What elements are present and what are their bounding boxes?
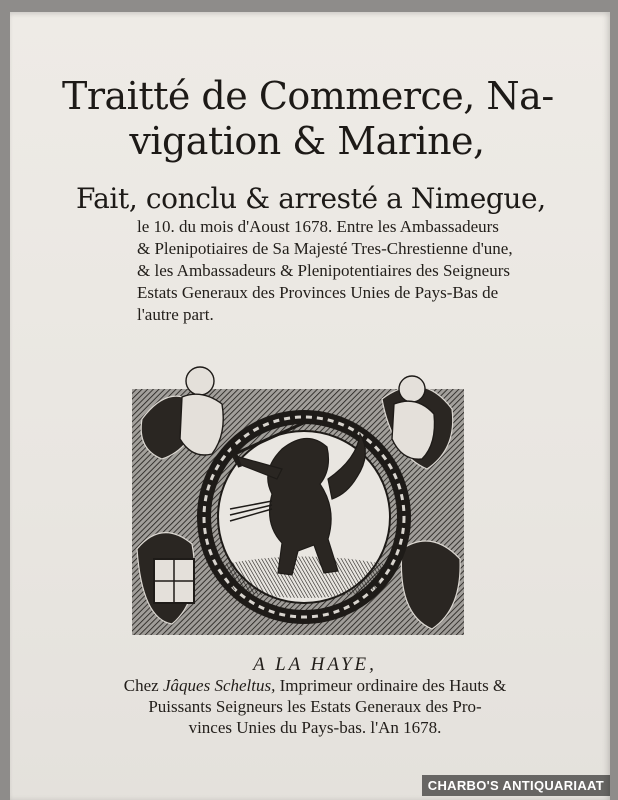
imprint-line-3: vinces Unies du Pays-bas. l'An 1678.	[188, 718, 442, 737]
imprint	[70, 654, 560, 738]
body-line: & les Ambassadeurs & Plenipotentiaires des Seigneurs	[137, 261, 510, 280]
body-line: & Plenipotiaires de Sa Majesté Tres-Chrestienne d'une,	[137, 239, 513, 258]
document-title	[62, 74, 582, 164]
woodcut-lion-vignette	[132, 359, 464, 635]
body-paragraph	[137, 216, 557, 326]
body-line: le 10. du mois d'Aoust 1678. Entre les Ambassadeurs	[137, 217, 499, 236]
title-line-1: Traitté de Commerce, Na-	[62, 74, 554, 118]
imprint-line-1	[70, 675, 560, 696]
title-line-2: vigation & Marine,	[129, 119, 485, 163]
imprint-line-2: Puissants Seigneurs les Estats Generaux des Pro-	[148, 697, 482, 716]
document-page	[10, 12, 610, 800]
body-line: l'autre part.	[137, 305, 214, 324]
body-line: Estats Generaux des Provinces Unies de Pays-Bas de	[137, 283, 499, 302]
watermark-label: CHARBO'S ANTIQUARIAAT	[422, 775, 610, 796]
printer-name: Jâques Scheltus,	[162, 676, 276, 695]
document-subtitle: Fait, conclu & arresté a Nimegue,	[76, 182, 546, 215]
imprint-prefix: Chez	[123, 676, 159, 695]
imprint-place: A LA HAYE,	[253, 654, 377, 675]
imprint-line-1-rest: Imprimeur ordinaire des Hauts &	[279, 676, 507, 695]
